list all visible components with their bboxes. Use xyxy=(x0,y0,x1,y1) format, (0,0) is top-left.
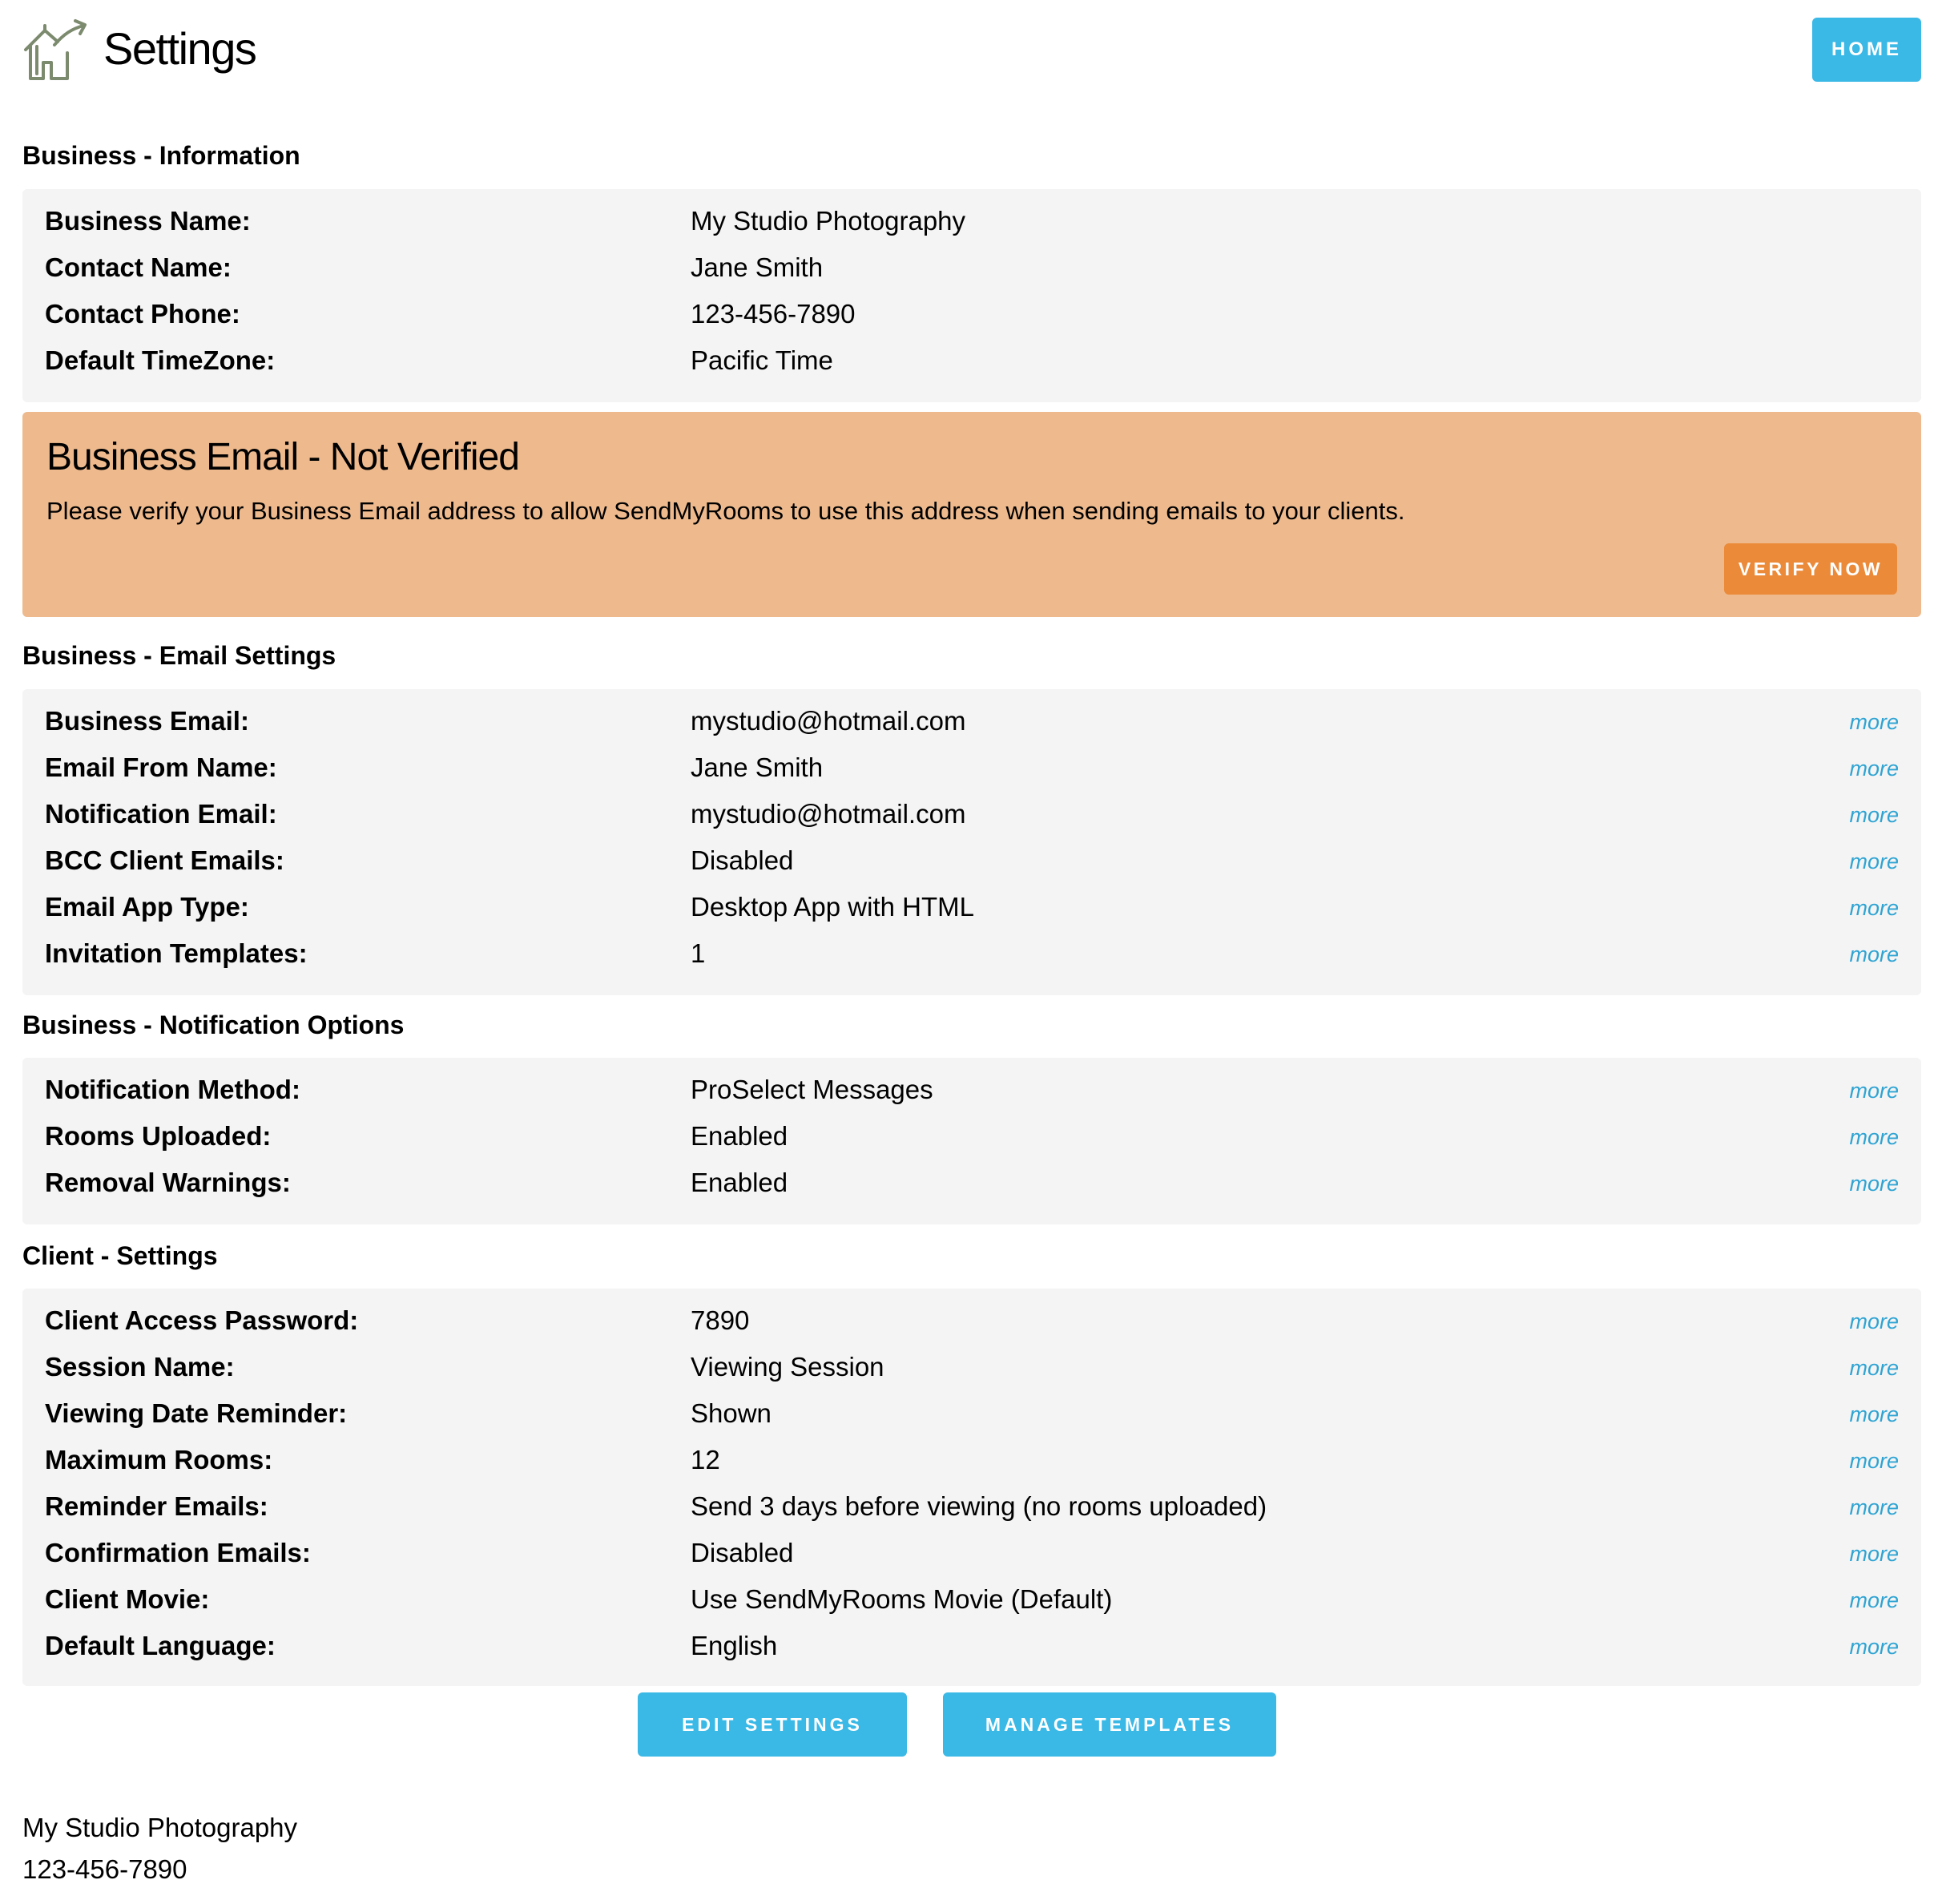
more-link[interactable]: more xyxy=(1849,1542,1899,1566)
client-row-maximum-rooms xyxy=(22,1434,1921,1481)
edit-settings-button[interactable]: EDIT SETTINGS xyxy=(638,1692,907,1757)
row-value: Enabled xyxy=(691,1168,788,1197)
verify-now-button[interactable]: VERIFY NOW xyxy=(1724,543,1897,595)
section-heading-client-settings: Client - Settings xyxy=(22,1241,218,1270)
client-row-confirmation-emails xyxy=(22,1527,1921,1574)
row-value: ProSelect Messages xyxy=(691,1075,933,1104)
client-row-client-movie xyxy=(22,1574,1921,1620)
row-label: Default TimeZone: xyxy=(45,345,276,375)
more-link[interactable]: more xyxy=(1849,849,1899,873)
row-value: 123-456-7890 xyxy=(691,299,856,329)
alert-title: Business Email - Not Verified xyxy=(46,436,519,478)
client-settings-panel xyxy=(22,1289,1921,1686)
more-link[interactable]: more xyxy=(1849,1402,1899,1426)
row-value: Shown xyxy=(691,1398,772,1428)
footer-business-name: My Studio Photography xyxy=(22,1813,298,1842)
row-label: Contact Phone: xyxy=(45,299,240,329)
email-row-from-name xyxy=(22,742,1921,789)
more-link[interactable]: more xyxy=(1849,1495,1899,1519)
row-label: Business Email: xyxy=(45,706,249,736)
row-label: Viewing Date Reminder: xyxy=(45,1398,348,1428)
row-label: Invitation Templates: xyxy=(45,938,308,968)
row-value: Send 3 days before viewing (no rooms uploaded) xyxy=(691,1491,1267,1521)
row-label: Email From Name: xyxy=(45,752,277,782)
info-row-business-name xyxy=(22,196,1921,242)
more-link[interactable]: more xyxy=(1849,1449,1899,1473)
row-label: Contact Name: xyxy=(45,252,232,282)
row-label: Default Language: xyxy=(45,1631,276,1660)
row-label: Notification Email: xyxy=(45,799,277,829)
row-label: Notification Method: xyxy=(45,1075,300,1104)
client-row-access-password xyxy=(22,1295,1921,1341)
row-value: mystudio@hotmail.com xyxy=(691,799,966,829)
more-link[interactable]: more xyxy=(1849,1309,1899,1333)
section-heading-email-settings: Business - Email Settings xyxy=(22,641,336,670)
email-not-verified-alert xyxy=(22,412,1921,617)
row-value: 1 xyxy=(691,938,706,968)
row-label: Email App Type: xyxy=(45,892,249,922)
row-label: Business Name: xyxy=(45,206,251,236)
more-link[interactable]: more xyxy=(1849,1356,1899,1380)
manage-templates-button[interactable]: MANAGE TEMPLATES xyxy=(943,1692,1276,1757)
client-row-session-name xyxy=(22,1341,1921,1388)
row-value: mystudio@hotmail.com xyxy=(691,706,966,736)
client-row-viewing-date-reminder xyxy=(22,1388,1921,1434)
more-link[interactable]: more xyxy=(1849,1172,1899,1196)
row-value: Viewing Session xyxy=(691,1352,884,1382)
notification-row-rooms-uploaded xyxy=(22,1111,1921,1157)
more-link[interactable]: more xyxy=(1849,1588,1899,1612)
info-row-contact-name xyxy=(22,242,1921,288)
row-label: Client Movie: xyxy=(45,1584,210,1614)
client-row-reminder-emails xyxy=(22,1481,1921,1527)
row-label: Client Access Password: xyxy=(45,1305,359,1335)
email-row-invitation-templates xyxy=(22,928,1921,974)
row-value: English xyxy=(691,1631,778,1660)
more-link[interactable]: more xyxy=(1849,710,1899,734)
notification-row-removal-warnings xyxy=(22,1157,1921,1204)
page-header xyxy=(22,18,1921,83)
email-row-app-type xyxy=(22,881,1921,928)
row-value: Disabled xyxy=(691,1538,794,1567)
email-row-notification-email xyxy=(22,789,1921,835)
row-value: Disabled xyxy=(691,845,794,875)
row-value: Pacific Time xyxy=(691,345,833,375)
row-value: Enabled xyxy=(691,1121,788,1151)
business-information-panel xyxy=(22,189,1921,402)
email-row-bcc-client-emails xyxy=(22,835,1921,881)
row-value: 7890 xyxy=(691,1305,750,1335)
more-link[interactable]: more xyxy=(1849,756,1899,781)
page-title: Settings xyxy=(103,23,256,74)
email-settings-panel xyxy=(22,689,1921,995)
section-heading-notification-options: Business - Notification Options xyxy=(22,1010,405,1039)
more-link[interactable]: more xyxy=(1849,1125,1899,1149)
row-value: My Studio Photography xyxy=(691,206,966,236)
section-heading-business-information: Business - Information xyxy=(22,141,300,170)
more-link[interactable]: more xyxy=(1849,1635,1899,1659)
row-label: Confirmation Emails: xyxy=(45,1538,311,1567)
row-value: Jane Smith xyxy=(691,752,824,782)
client-row-default-language xyxy=(22,1620,1921,1667)
more-link[interactable]: more xyxy=(1849,1079,1899,1103)
notification-row-method xyxy=(22,1064,1921,1111)
row-value: 12 xyxy=(691,1445,720,1474)
info-row-default-timezone xyxy=(22,335,1921,381)
more-link[interactable]: more xyxy=(1849,896,1899,920)
row-value: Desktop App with HTML xyxy=(691,892,974,922)
info-row-contact-phone xyxy=(22,288,1921,335)
home-button[interactable]: HOME xyxy=(1812,18,1921,82)
row-label: BCC Client Emails: xyxy=(45,845,284,875)
row-label: Reminder Emails: xyxy=(45,1491,268,1521)
row-label: Maximum Rooms: xyxy=(45,1445,273,1474)
row-label: Session Name: xyxy=(45,1352,235,1382)
alert-message: Please verify your Business Email address to allow SendMyRooms to use this address when sending emails to your clients. xyxy=(46,497,1405,525)
row-value: Jane Smith xyxy=(691,252,824,282)
email-row-business-email xyxy=(22,696,1921,742)
notification-options-panel xyxy=(22,1058,1921,1224)
row-value: Use SendMyRooms Movie (Default) xyxy=(691,1584,1113,1614)
row-label: Rooms Uploaded: xyxy=(45,1121,272,1151)
more-link[interactable]: more xyxy=(1849,803,1899,827)
more-link[interactable]: more xyxy=(1849,942,1899,966)
footer-phone: 123-456-7890 xyxy=(22,1854,187,1884)
house-arrow-icon xyxy=(22,18,90,82)
row-label: Removal Warnings: xyxy=(45,1168,291,1197)
